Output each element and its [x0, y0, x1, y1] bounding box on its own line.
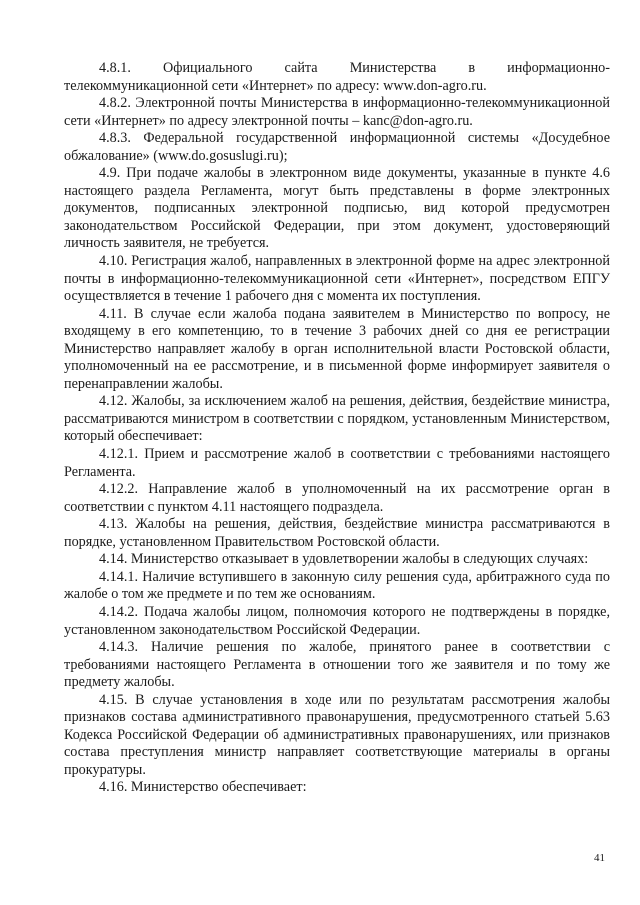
paragraph-4-12-2: 4.12.2. Направление жалоб в уполномоченный на их рассмотрение орган в соответствии с пунктом 4.11 настоящего подраздела. — [64, 481, 610, 515]
paragraph-4-14-3: 4.14.3. Наличие решения по жалобе, принятого ранее в соответствии с требованиями настоящего Регламента в отношении того же заявителя и по тому же предмету жалобы. — [64, 639, 610, 691]
paragraph-4-16: 4.16. Министерство обеспечивает: — [99, 779, 307, 796]
paragraph-4-11: 4.11. В случае если жалоба подана заявителем в Министерство по вопросу, не входящему в его компетенцию, то в течение 3 рабочих дней со дня ее регистрации Министерство направляет жалобу в орган исполнительной власти Ростовской области, уполномоченный на ее рассмотрение, и в письменной форме информирует заявителя о перенаправлении жалобы. — [64, 305, 610, 392]
paragraph-4-8-1: 4.8.1. Официального сайта Министерства в информационно-телекоммуникационной сети «Интернет» по адресу: www.don-agro.ru. — [64, 60, 610, 94]
paragraph-4-12-1: 4.12.1. Прием и рассмотрение жалоб в соответствии с требованиями настоящего Регламента. — [64, 446, 610, 480]
paragraph-4-14-2: 4.14.2. Подача жалобы лицом, полномочия которого не подтверждены в порядке, установленном законодательством Российской Федерации. — [64, 603, 610, 638]
paragraph-4-8-3: 4.8.3. Федеральной государственной информационной системы «Досудебное обжалование» (www.do.gosuslugi.ru); — [64, 130, 610, 164]
document-body — [64, 60, 610, 797]
paragraph-4-13: 4.13. Жалобы на решения, действия, бездействие министра рассматриваются в порядке, установленном Правительством Ростовской области. — [64, 516, 610, 550]
paragraph-4-9: 4.9. При подаче жалобы в электронном виде документы, указанные в пункте 4.6 настоящего раздела Регламента, могут быть представлены в форме электронных документов, подписанных электронной подписью, вид которой предусмотрен законодательством Российской Федерации, при этом документ, удостоверяющий личность заявителя, не требуется. — [64, 165, 610, 252]
paragraph-4-15: 4.15. В случае установления в ходе или по результатам рассмотрения жалобы признаков состава административного правонарушения, предусмотренного статьей 5.63 Кодекса Российской Федерации об административных правонарушениях, или признаков состава преступления министр направляет соответствующие материалы в органы прокуратуры. — [64, 691, 610, 778]
page-number: 41 — [594, 852, 605, 864]
paragraph-4-10: 4.10. Регистрация жалоб, направленных в электронной форме на адрес электронной почты в информационно-телекоммуникационной сети «Интернет», посредством ЕПГУ осуществляется в течение 1 рабочего дня с момента их поступления. — [64, 253, 610, 305]
paragraph-4-8-2: 4.8.2. Электронной почты Министерства в информационно-телекоммуникационной сети «Интернет» по адресу электронной почты – kanc@don-agro.ru. — [64, 95, 610, 129]
paragraph-4-14: 4.14. Министерство отказывает в удовлетворении жалобы в следующих случаях: — [99, 551, 589, 568]
paragraph-4-14-1: 4.14.1. Наличие вступившего в законную силу решения суда, арбитражного суда по жалобе о том же предмете и по тем же основаниям. — [64, 568, 610, 603]
paragraph-4-12: 4.12. Жалобы, за исключением жалоб на решения, действия, бездействие министра, рассматриваются министром в соответствии с порядком, установленным Министерством, который обеспечивает: — [64, 393, 610, 445]
